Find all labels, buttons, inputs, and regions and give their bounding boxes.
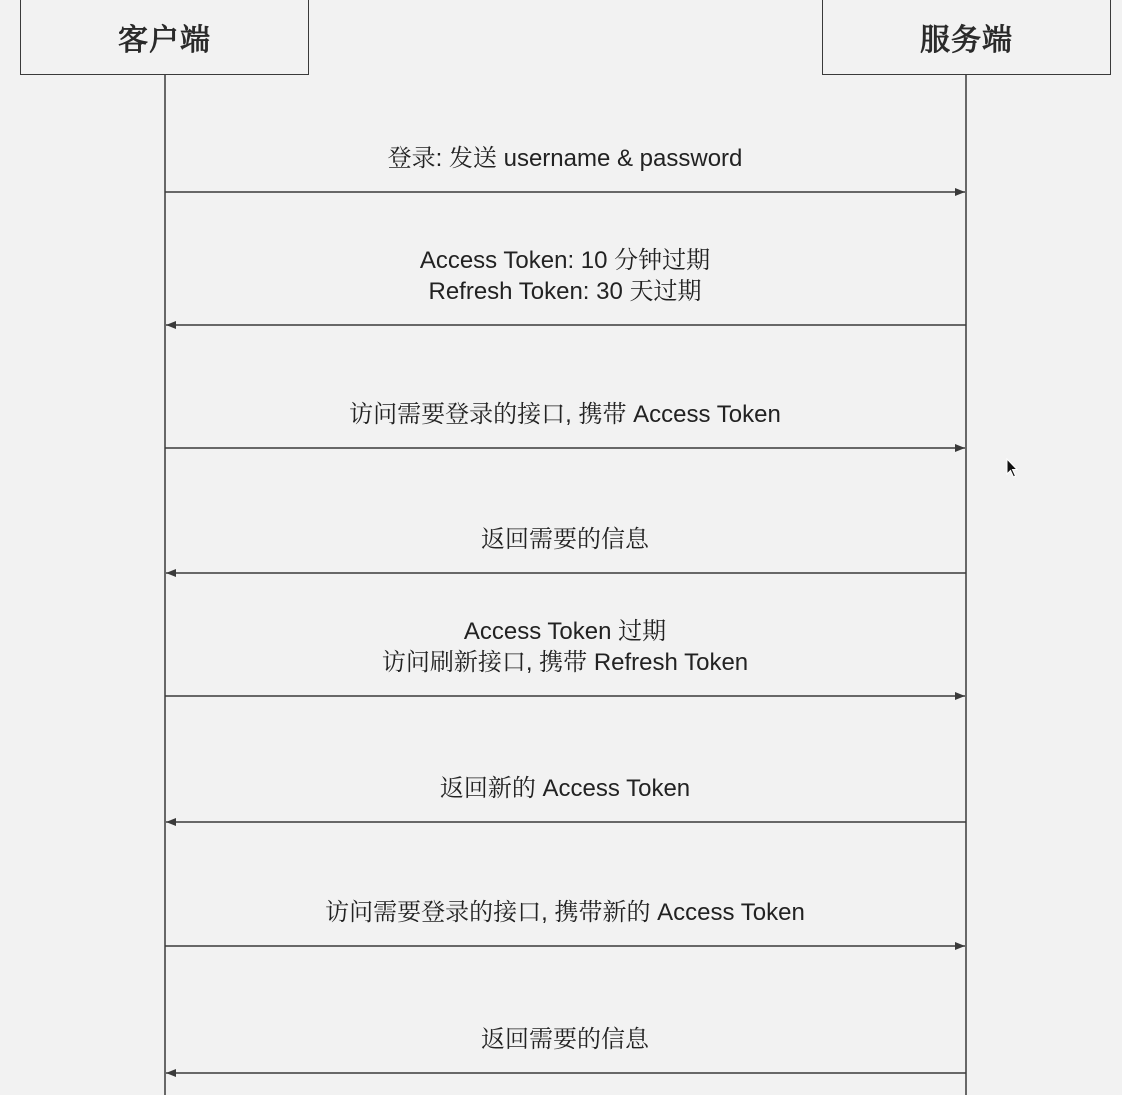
- message-label-3: [166, 399, 964, 430]
- client-actor-label: 客户端: [118, 22, 211, 58]
- message-label-line: 登录: 发送 username & password: [387, 145, 743, 172]
- message-label-8: [166, 1024, 964, 1055]
- message-label-5: [166, 616, 964, 678]
- message-label-1: [166, 143, 964, 174]
- message-label-line: 访问刷新接口, 携带 Refresh Token: [381, 649, 749, 676]
- message-label-7: [166, 897, 964, 928]
- message-label-line: Access Token: 10 分钟过期: [419, 247, 711, 274]
- message-label-6: [166, 773, 964, 804]
- message-label-line: 返回需要的信息: [481, 1026, 649, 1053]
- message-label-line: Access Token 过期: [463, 618, 667, 645]
- message-label-line: 返回需要的信息: [481, 526, 649, 553]
- server-actor-label: 服务端: [920, 22, 1013, 58]
- message-label-2: [166, 245, 964, 307]
- message-label-line: 返回新的 Access Token: [439, 775, 691, 802]
- message-label-line: 访问需要登录的接口, 携带 Access Token: [349, 401, 781, 428]
- message-label-line: Refresh Token: 30 天过期: [428, 278, 702, 305]
- message-label-4: [166, 524, 964, 555]
- mouse-pointer-icon: [1006, 458, 1020, 482]
- message-label-line: 访问需要登录的接口, 携带新的 Access Token: [325, 899, 805, 926]
